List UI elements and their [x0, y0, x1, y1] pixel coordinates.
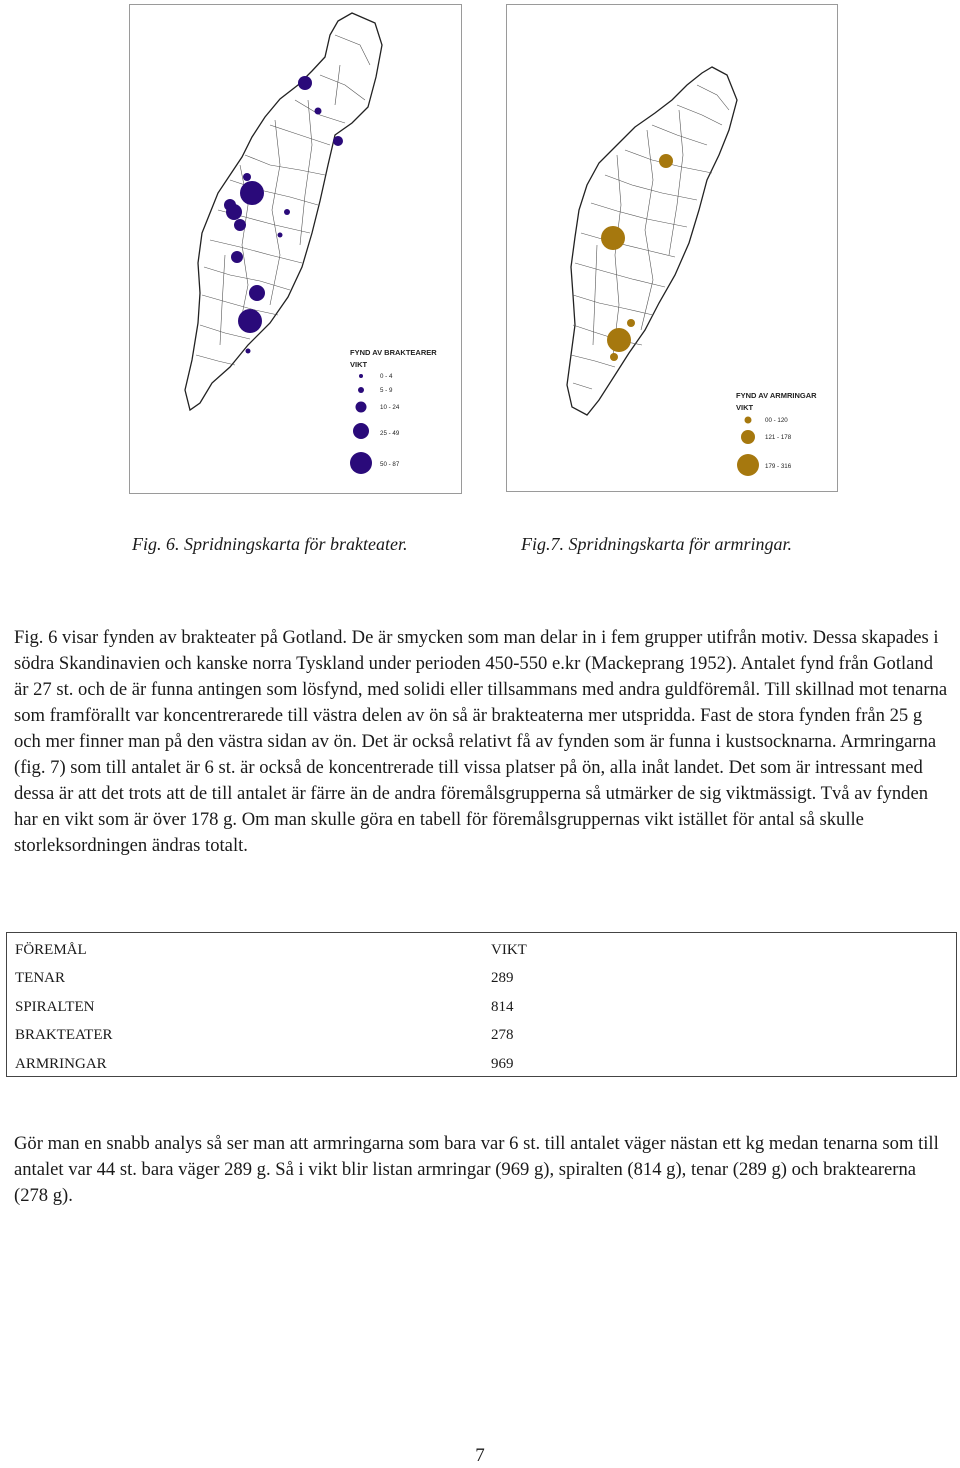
- legend-dot: [359, 374, 363, 378]
- dot: [333, 136, 343, 146]
- legend-dot: [737, 454, 759, 476]
- dot: [243, 173, 251, 181]
- header-foremal: FÖREMÅL: [15, 941, 87, 958]
- body-paragraph-1: Fig. 6 visar fynden av brakteater på Gotland. De är smycken som man delar in i fem grupper utifrån motiv. Dessa skapades i södra Skandinavien och kanske norra Tyskland under perioden 450-550 e.kr (Mackeprang 1952). Antalet fynd från Gotland är 27 st. och de är funna antingen som lösfynd, med solidi eller tillsammans med andra guldföremål. Till skillnad mot tenarna som framförallt var koncentrerarede till västra delen av ön så är brakteaterna mer utspridda. Fast de stora fynden från 25 g och mer finner man på den västra sidan av ön. Det är också relativt få av fynden som är funna i kustsocknarna. Armringarna (fig. 7) som till antalet är 6 st. är också de koncentrerade till vissa platser på ön, alla inåt landet. Det som är intressant med dessa är att det trots att de till antalet är färre än de andra föremålsgrupperna så utmärker de sig viktmässigt. Två av fynden har en vikt som är över 178 g. Om man skulle göra en tabell för föremålsgruppernas vikt istället för antal så skulle storleksordningen ändras totalt.: [14, 627, 948, 856]
- legend-dot: [356, 402, 367, 413]
- dot: [231, 251, 243, 263]
- legend-subtitle: VIKT: [350, 360, 368, 369]
- table-row: [7, 962, 957, 991]
- body-paragraph-2: Gör man en snabb analys så ser man att armringarna som bara var 6 st. till antalet väger nästan ett kg medan tenarna som till antalet var 44 st. bara väger 289 g. Så i vikt blir listan armringar (969 g), spiralten (814 g), tenar (289 g) och braktearerna (278 g).: [14, 1133, 939, 1206]
- table-cell: SPIRALTEN: [15, 998, 95, 1015]
- weight-table: [6, 932, 957, 1077]
- table-cell: BRAKTEATER: [15, 1027, 113, 1044]
- legend-item: 00 - 120: [765, 417, 788, 424]
- table-cell: 278: [491, 1027, 514, 1044]
- dot: [659, 154, 673, 168]
- table-cell: TENAR: [15, 970, 65, 987]
- dot: [226, 204, 242, 220]
- legend-title: FYND AV BRAKTEARER: [350, 348, 437, 357]
- table-cell: 969: [491, 1055, 514, 1072]
- legend-dot: [741, 430, 755, 444]
- legend-item: 10 - 24: [380, 404, 400, 411]
- dot: [234, 219, 246, 231]
- figure-6-legend: [350, 348, 437, 474]
- table-header-row: [7, 933, 957, 962]
- legend-dot: [358, 387, 364, 393]
- dot: [627, 319, 635, 327]
- table-row: [7, 990, 957, 1019]
- legend-dot: [350, 452, 372, 474]
- table-cell: 289: [491, 970, 514, 987]
- dot: [607, 328, 631, 352]
- brakteater-distribution-map: [130, 5, 461, 493]
- table-row: [7, 1047, 957, 1076]
- legend-item: 121 - 178: [765, 434, 792, 441]
- legend-dot: [745, 417, 752, 424]
- legend-title: FYND AV ARMRINGAR: [736, 391, 817, 400]
- table-cell: 814: [491, 998, 514, 1015]
- figure-6-map: [129, 4, 462, 494]
- figure-7-legend: [736, 391, 817, 476]
- legend-item: 50 - 87: [380, 461, 400, 468]
- dot: [601, 226, 625, 250]
- legend-dot: [353, 423, 369, 439]
- table-row: [7, 1019, 957, 1048]
- armringar-distribution-map: [507, 5, 837, 491]
- dot: [284, 209, 290, 215]
- gotland-outline: [567, 67, 737, 415]
- legend-item: 179 - 316: [765, 463, 792, 470]
- dot: [238, 309, 262, 333]
- dot: [315, 108, 322, 115]
- dot: [278, 233, 283, 238]
- dot: [610, 353, 618, 361]
- dot: [298, 76, 312, 90]
- legend-subtitle: VIKT: [736, 403, 754, 412]
- dot: [240, 181, 264, 205]
- figure-6-caption: Fig. 6. Spridningskarta för brakteater.: [132, 534, 408, 554]
- page-number: 7: [475, 1445, 485, 1466]
- header-vikt: VIKT: [491, 941, 527, 958]
- legend-item: 5 - 9: [380, 387, 393, 394]
- legend-item: 25 - 49: [380, 430, 400, 437]
- legend-item: 0 - 4: [380, 373, 393, 380]
- dot: [246, 349, 251, 354]
- dot: [249, 285, 265, 301]
- figure-7-map: [506, 4, 838, 492]
- figure-7-caption: Fig.7. Spridningskarta för armringar.: [521, 534, 793, 554]
- table-cell: ARMRINGAR: [15, 1055, 107, 1072]
